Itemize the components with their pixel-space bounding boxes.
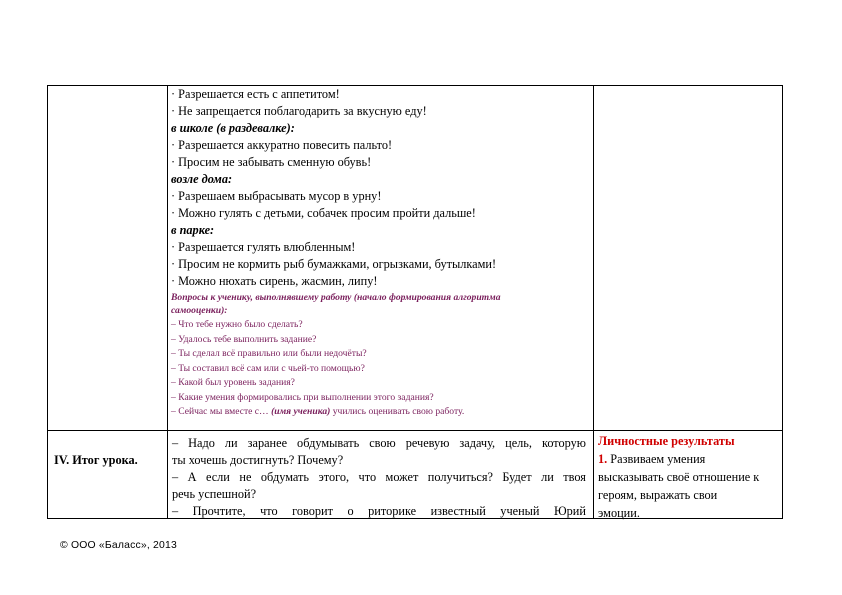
summary-word: цель, xyxy=(505,436,532,450)
rule-item: · Разрешаем выбрасывать мусор в урну! xyxy=(171,189,382,203)
question-item: – Ты сделал всё правильно или были недочёты? xyxy=(171,348,367,359)
summary-word: что xyxy=(358,470,377,484)
summary-word: – xyxy=(172,504,179,518)
summary-word: может xyxy=(385,470,419,484)
summary-word: заранее xyxy=(247,436,288,450)
rule-item: · Разрешается есть с аппетитом! xyxy=(171,87,340,101)
table-row-divider xyxy=(47,430,783,431)
table-column-divider-1 xyxy=(167,85,168,519)
summary-word: о xyxy=(347,504,354,518)
summary-line xyxy=(172,503,586,519)
summary-word: свою xyxy=(369,436,396,450)
summary-word: Юрий xyxy=(554,504,586,518)
summary-word: ли xyxy=(541,470,554,484)
rule-item: · Можно нюхать сирень, жасмин, липу! xyxy=(171,274,378,288)
summary-word: если xyxy=(205,470,230,484)
question-text: учились оценивать свою работу. xyxy=(330,406,465,417)
rule-item: · Можно гулять с детьми, собачек просим пройти дальше! xyxy=(171,206,476,220)
summary-word: обдумать xyxy=(260,470,310,484)
rule-item: · Просим не забывать сменную обувь! xyxy=(171,155,372,169)
question-item: – Удалось тебе выполнить задание? xyxy=(171,333,317,345)
rule-item: · Просим не кормить рыб бумажками, огрызками, бутылками! xyxy=(171,257,497,271)
summary-word: ученый xyxy=(500,504,540,518)
summary-word: речевую xyxy=(405,436,450,450)
summary-line xyxy=(172,469,586,485)
summary-word: ли xyxy=(224,436,238,450)
section-heading: возле дома: xyxy=(171,172,233,186)
summary-word: говорит xyxy=(292,504,333,518)
summary-word: твоя xyxy=(563,470,586,484)
summary-line xyxy=(172,435,586,451)
summary-word: – xyxy=(172,470,179,484)
table-border-left xyxy=(47,85,48,519)
summary-word: известный xyxy=(430,504,486,518)
question-item xyxy=(171,405,464,418)
summary-word: – xyxy=(172,436,179,450)
summary-word: риторике xyxy=(368,504,417,518)
rule-item: · Разрешается гулять влюбленным! xyxy=(171,240,356,254)
student-name-placeholder: (имя ученика) xyxy=(271,406,331,417)
results-text: Развиваем умения xyxy=(607,452,706,466)
stage-label: IV. Итог урока. xyxy=(54,453,138,467)
summary-word: Будет xyxy=(502,470,532,484)
summary-word: задачу, xyxy=(459,436,496,450)
summary-word: что xyxy=(260,504,278,518)
table-column-divider-2 xyxy=(593,85,594,519)
summary-line: ты хочешь достигнуть? Почему? xyxy=(172,453,344,467)
summary-word: не xyxy=(239,470,252,484)
results-text-line: героям, выражать свои xyxy=(598,488,718,502)
results-text-line: эмоции. xyxy=(598,506,640,520)
summary-word: Надо xyxy=(188,436,215,450)
results-text-line: высказывать своё отношение к xyxy=(598,470,760,484)
summary-word: Прочтите, xyxy=(192,504,246,518)
summary-word: которую xyxy=(541,436,586,450)
question-text: – Сейчас мы вместе с… xyxy=(171,406,272,417)
summary-word: обдумывать xyxy=(297,436,360,450)
copyright-footer: © ООО «Баласс», 2013 xyxy=(60,540,177,551)
summary-line: речь успешной? xyxy=(172,487,257,501)
question-item: – Какой был уровень задания? xyxy=(171,377,295,388)
rule-item: · Не запрещается поблагодарить за вкусную еду! xyxy=(171,104,427,118)
question-item: – Какие умения формировались при выполнении этого задания? xyxy=(171,391,434,403)
summary-word: получиться? xyxy=(427,470,493,484)
summary-word: А xyxy=(187,470,197,484)
section-heading: в парке: xyxy=(171,223,215,237)
results-item xyxy=(598,451,705,467)
results-title: Личностные результаты xyxy=(598,434,735,448)
table-border-top xyxy=(47,85,783,86)
questions-heading-cont: самооценки): xyxy=(171,305,228,316)
question-item: – Ты составил всё сам или с чьей-то помощью? xyxy=(171,362,365,374)
summary-word: этого, xyxy=(318,470,350,484)
section-heading: в школе (в раздевалке): xyxy=(171,121,295,135)
questions-heading: Вопросы к ученику, выполнявшему работу (начало формирования алгоритма xyxy=(171,292,501,303)
table-border-right xyxy=(782,85,783,519)
rule-item: · Разрешается аккуратно повесить пальто! xyxy=(171,138,393,152)
results-number: 1. xyxy=(598,452,608,466)
question-item: – Что тебе нужно было сделать? xyxy=(171,319,303,330)
